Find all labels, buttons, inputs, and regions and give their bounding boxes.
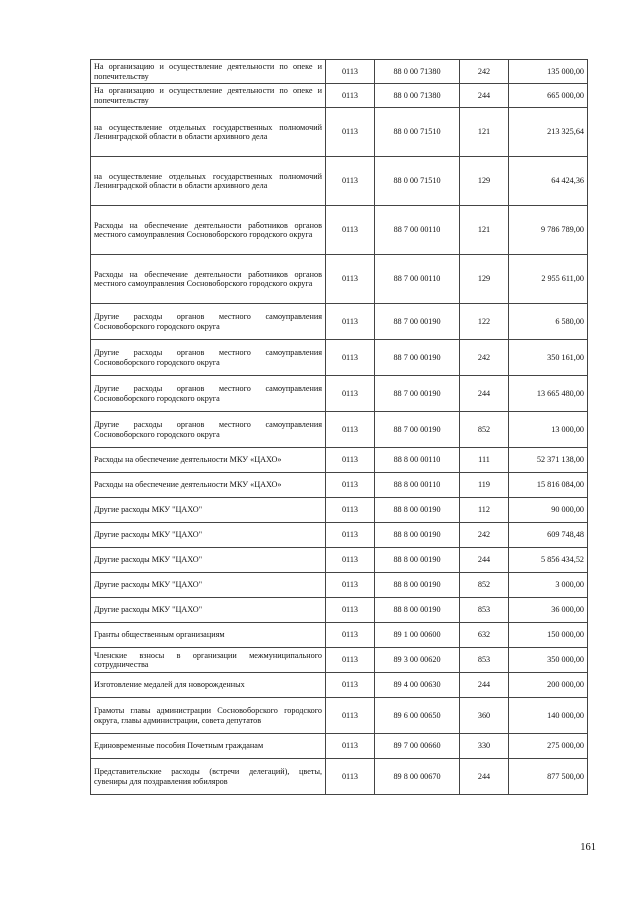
row-amount: 9 786 789,00 bbox=[509, 206, 588, 255]
row-description: Представительские расходы (встречи делегаций), цветы, сувениры для поздравления юбиляров bbox=[91, 759, 326, 795]
row-target-code: 88 8 00 00190 bbox=[375, 573, 460, 598]
row-expense-type: 244 bbox=[460, 759, 509, 795]
table-row bbox=[91, 84, 588, 108]
row-target-code: 88 7 00 00190 bbox=[375, 412, 460, 448]
row-expense-type: 121 bbox=[460, 108, 509, 157]
row-description: Гранты общественным организациям bbox=[91, 623, 326, 648]
row-amount: 2 955 611,00 bbox=[509, 255, 588, 304]
row-target-code: 88 7 00 00190 bbox=[375, 304, 460, 340]
row-description: Единовременные пособия Почетным гражданам bbox=[91, 734, 326, 759]
row-description: Членские взносы в организации межмуниципального сотрудничества bbox=[91, 648, 326, 673]
row-expense-type: 244 bbox=[460, 673, 509, 698]
row-expense-type: 330 bbox=[460, 734, 509, 759]
row-description: Другие расходы МКУ "ЦАХО" bbox=[91, 498, 326, 523]
row-target-code: 89 8 00 00670 bbox=[375, 759, 460, 795]
page-number: 161 bbox=[580, 842, 596, 853]
row-description: на осуществление отдельных государственных полномочий Ленинградской области в области архивного дела bbox=[91, 157, 326, 206]
row-target-code: 89 4 00 00630 bbox=[375, 673, 460, 698]
row-description: Другие расходы МКУ "ЦАХО" bbox=[91, 598, 326, 623]
table-row bbox=[91, 648, 588, 673]
row-target-code: 88 8 00 00110 bbox=[375, 448, 460, 473]
row-description: Изготовление медалей для новорожденных bbox=[91, 673, 326, 698]
row-amount: 6 580,00 bbox=[509, 304, 588, 340]
row-description: Расходы на обеспечение деятельности работников органов местного самоуправления Сосновоборского городского округа bbox=[91, 206, 326, 255]
row-section-code: 0113 bbox=[326, 673, 375, 698]
row-section-code: 0113 bbox=[326, 60, 375, 84]
row-expense-type: 853 bbox=[460, 598, 509, 623]
row-target-code: 88 8 00 00190 bbox=[375, 523, 460, 548]
row-section-code: 0113 bbox=[326, 759, 375, 795]
row-expense-type: 119 bbox=[460, 473, 509, 498]
budget-table-body bbox=[91, 60, 588, 795]
row-expense-type: 242 bbox=[460, 340, 509, 376]
table-row bbox=[91, 473, 588, 498]
row-description: Расходы на обеспечение деятельности МКУ «ЦАХО» bbox=[91, 473, 326, 498]
row-expense-type: 129 bbox=[460, 157, 509, 206]
row-section-code: 0113 bbox=[326, 523, 375, 548]
table-row bbox=[91, 498, 588, 523]
table-row bbox=[91, 108, 588, 157]
row-section-code: 0113 bbox=[326, 598, 375, 623]
row-expense-type: 632 bbox=[460, 623, 509, 648]
row-section-code: 0113 bbox=[326, 157, 375, 206]
row-amount: 350 000,00 bbox=[509, 648, 588, 673]
table-row bbox=[91, 523, 588, 548]
row-amount: 3 000,00 bbox=[509, 573, 588, 598]
table-row bbox=[91, 623, 588, 648]
row-target-code: 88 0 00 71510 bbox=[375, 108, 460, 157]
row-description: Другие расходы МКУ "ЦАХО" bbox=[91, 548, 326, 573]
row-amount: 64 424,36 bbox=[509, 157, 588, 206]
table-row bbox=[91, 412, 588, 448]
row-description: Другие расходы органов местного самоуправления Сосновоборского городского округа bbox=[91, 376, 326, 412]
row-amount: 135 000,00 bbox=[509, 60, 588, 84]
budget-table bbox=[90, 59, 588, 795]
row-target-code: 88 7 00 00110 bbox=[375, 206, 460, 255]
row-section-code: 0113 bbox=[326, 108, 375, 157]
row-description: Другие расходы МКУ "ЦАХО" bbox=[91, 573, 326, 598]
row-amount: 15 816 084,00 bbox=[509, 473, 588, 498]
row-section-code: 0113 bbox=[326, 698, 375, 734]
table-row bbox=[91, 376, 588, 412]
row-section-code: 0113 bbox=[326, 412, 375, 448]
table-row bbox=[91, 60, 588, 84]
row-amount: 13 665 480,00 bbox=[509, 376, 588, 412]
row-target-code: 88 7 00 00190 bbox=[375, 340, 460, 376]
row-section-code: 0113 bbox=[326, 84, 375, 108]
row-expense-type: 853 bbox=[460, 648, 509, 673]
row-target-code: 89 3 00 00620 bbox=[375, 648, 460, 673]
row-expense-type: 121 bbox=[460, 206, 509, 255]
table-row bbox=[91, 157, 588, 206]
table-row bbox=[91, 304, 588, 340]
row-amount: 5 856 434,52 bbox=[509, 548, 588, 573]
row-expense-type: 244 bbox=[460, 376, 509, 412]
row-amount: 13 000,00 bbox=[509, 412, 588, 448]
table-row bbox=[91, 573, 588, 598]
table-row bbox=[91, 759, 588, 795]
row-description: Другие расходы органов местного самоуправления Сосновоборского городского округа bbox=[91, 340, 326, 376]
row-description: на осуществление отдельных государственных полномочий Ленинградской области в области архивного дела bbox=[91, 108, 326, 157]
row-description: Расходы на обеспечение деятельности МКУ «ЦАХО» bbox=[91, 448, 326, 473]
row-expense-type: 129 bbox=[460, 255, 509, 304]
row-amount: 36 000,00 bbox=[509, 598, 588, 623]
row-amount: 213 325,64 bbox=[509, 108, 588, 157]
table-row bbox=[91, 734, 588, 759]
table-row bbox=[91, 598, 588, 623]
row-target-code: 88 7 00 00190 bbox=[375, 376, 460, 412]
row-section-code: 0113 bbox=[326, 255, 375, 304]
row-expense-type: 852 bbox=[460, 573, 509, 598]
row-amount: 90 000,00 bbox=[509, 498, 588, 523]
row-amount: 350 161,00 bbox=[509, 340, 588, 376]
row-expense-type: 244 bbox=[460, 548, 509, 573]
row-amount: 877 500,00 bbox=[509, 759, 588, 795]
row-target-code: 88 8 00 00190 bbox=[375, 548, 460, 573]
row-target-code: 89 6 00 00650 bbox=[375, 698, 460, 734]
table-row bbox=[91, 548, 588, 573]
row-target-code: 88 0 00 71510 bbox=[375, 157, 460, 206]
row-section-code: 0113 bbox=[326, 648, 375, 673]
row-description: Другие расходы МКУ "ЦАХО" bbox=[91, 523, 326, 548]
row-section-code: 0113 bbox=[326, 473, 375, 498]
row-amount: 140 000,00 bbox=[509, 698, 588, 734]
row-section-code: 0113 bbox=[326, 573, 375, 598]
row-expense-type: 122 bbox=[460, 304, 509, 340]
row-amount: 665 000,00 bbox=[509, 84, 588, 108]
row-amount: 275 000,00 bbox=[509, 734, 588, 759]
row-amount: 609 748,48 bbox=[509, 523, 588, 548]
row-section-code: 0113 bbox=[326, 498, 375, 523]
row-amount: 52 371 138,00 bbox=[509, 448, 588, 473]
row-section-code: 0113 bbox=[326, 376, 375, 412]
row-description: На организацию и осуществление деятельности по опеке и попечительству bbox=[91, 84, 326, 108]
table-row bbox=[91, 206, 588, 255]
row-section-code: 0113 bbox=[326, 448, 375, 473]
row-target-code: 88 0 00 71380 bbox=[375, 60, 460, 84]
row-expense-type: 242 bbox=[460, 60, 509, 84]
row-expense-type: 111 bbox=[460, 448, 509, 473]
row-description: Другие расходы органов местного самоуправления Сосновоборского городского округа bbox=[91, 304, 326, 340]
row-section-code: 0113 bbox=[326, 340, 375, 376]
table-row bbox=[91, 340, 588, 376]
row-section-code: 0113 bbox=[326, 304, 375, 340]
row-target-code: 88 7 00 00110 bbox=[375, 255, 460, 304]
row-target-code: 89 1 00 00600 bbox=[375, 623, 460, 648]
row-expense-type: 112 bbox=[460, 498, 509, 523]
row-target-code: 88 8 00 00190 bbox=[375, 598, 460, 623]
row-section-code: 0113 bbox=[326, 734, 375, 759]
row-expense-type: 244 bbox=[460, 84, 509, 108]
row-target-code: 88 8 00 00190 bbox=[375, 498, 460, 523]
row-expense-type: 242 bbox=[460, 523, 509, 548]
row-target-code: 88 0 00 71380 bbox=[375, 84, 460, 108]
row-description: Расходы на обеспечение деятельности работников органов местного самоуправления Сосновоборского городского округа bbox=[91, 255, 326, 304]
table-row bbox=[91, 673, 588, 698]
row-description: На организацию и осуществление деятельности по опеке и попечительству bbox=[91, 60, 326, 84]
row-target-code: 88 8 00 00110 bbox=[375, 473, 460, 498]
table-row bbox=[91, 448, 588, 473]
row-expense-type: 852 bbox=[460, 412, 509, 448]
row-section-code: 0113 bbox=[326, 206, 375, 255]
row-description: Другие расходы органов местного самоуправления Сосновоборского городского округа bbox=[91, 412, 326, 448]
table-row bbox=[91, 698, 588, 734]
row-amount: 200 000,00 bbox=[509, 673, 588, 698]
row-section-code: 0113 bbox=[326, 548, 375, 573]
row-amount: 150 000,00 bbox=[509, 623, 588, 648]
row-expense-type: 360 bbox=[460, 698, 509, 734]
row-section-code: 0113 bbox=[326, 623, 375, 648]
row-description: Грамоты главы администрации Сосновоборского городского округа, главы администрации, совета депутатов bbox=[91, 698, 326, 734]
row-target-code: 89 7 00 00660 bbox=[375, 734, 460, 759]
table-row bbox=[91, 255, 588, 304]
